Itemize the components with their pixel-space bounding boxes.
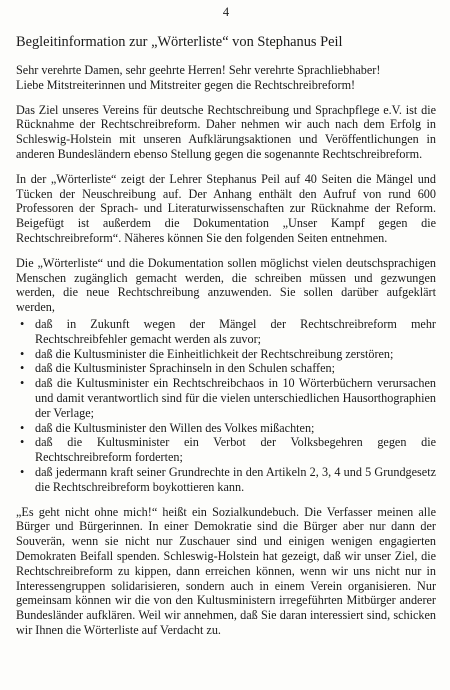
list-item: [16, 361, 436, 376]
list-item: [16, 376, 436, 420]
list-item: [16, 435, 436, 465]
greeting-line-2: Liebe Mitstreiterinnen und Mitstreiter gegen die Rechtschreibreform!: [16, 77, 356, 92]
list-item-text: daß jedermann kraft seiner Grundrechte in den Artikeln 2, 3, 4 und 5 Grundgesetz die Rechtschreibreform boykottieren kann.: [35, 464, 436, 494]
list-item-text: daß die Kultusminister die Einheitlichkeit der Rechtschreibung zerstören;: [35, 346, 394, 361]
list-item-text: daß die Kultusminister Sprachinseln in den Schulen schaffen;: [35, 361, 335, 376]
paragraph-wordlist-content: In der „Wörterliste“ zeigt der Lehrer Stephanus Peil auf 40 Seiten die Mängel und Tücken der Neuschreibung auf. Der Anhang enthält den Aufruf von rund 600 Professoren der Sprach- und Literaturwissenschaften zur Rücknahme der Reform. Beigefügt ist außerdem die Dokumentation „Unser Kampf gegen die Rechtschreibreform“. Näheres können Sie den folgenden Seiten entnehmen.: [16, 171, 436, 245]
list-item-text: daß die Kultusminister den Willen des Volkes mißachten;: [35, 420, 315, 435]
page-number: 4: [222, 5, 230, 19]
paragraph-association-goal: Das Ziel unseres Vereins für deutsche Rechtschreibung und Sprachpflege e.V. ist die Rücknahme der Rechtschreibreform. Daher nehmen wir auch nach dem Erfolg in Schleswig-Holstein mit unseren Aufklärungsaktionen und Veröffentlichungen in anderen Bundesländern ebenso Stellung gegen die sogenannte Rechtschreibreform.: [16, 102, 436, 161]
bullet-icon: •: [20, 420, 25, 435]
bullet-icon: •: [20, 361, 25, 376]
bullet-icon: •: [20, 464, 25, 479]
paragraph-wordlist-purpose: Die „Wörterliste“ und die Dokumentation sollen möglichst vielen deutschsprachigen Menschen zugänglich gemacht werden, die schreiben müssen und gezwungen werden, die neue Rechtschreibung anzuwenden. Sie sollen darüber aufgeklärt werden,: [16, 255, 436, 315]
list-item-text: daß die Kultusminister ein Verbot der Volksbegehren gegen die Rechtschreibreform forderten;: [35, 435, 436, 465]
list-item: [16, 347, 436, 362]
list-item: [16, 317, 436, 347]
list-item-text: daß in Zukunft wegen der Mängel der Rechtschreibreform mehr Rechtschreibfehler gemacht werden als zuvor;: [35, 316, 436, 346]
greeting-line-1: Sehr verehrte Damen, sehr geehrte Herren! Sehr verehrte Sprachliebhaber!: [16, 63, 381, 77]
bullet-icon: •: [20, 376, 25, 391]
bullet-icon: •: [20, 346, 25, 361]
document-title: Begleitinformation zur „Wörterliste“ von Stephanus Peil: [16, 34, 343, 50]
list-item: [16, 465, 436, 495]
greeting-block: [16, 63, 436, 93]
bullet-icon: •: [20, 435, 25, 450]
bullet-icon: •: [20, 316, 25, 331]
list-item: [16, 421, 436, 436]
bullet-list: [16, 317, 436, 495]
paragraph-democracy: „Es geht nicht ohne mich!“ heißt ein Sozialkundebuch. Die Verfasser meinen alle Bürger und Bürgerinnen. In einer Demokratie sind die Bürger aber nur dann der Souverän, wenn sie nicht nur Zuschauer sind und einigen wenigen engagierten Demokraten Beifall spenden. Schleswig-Holstein hat gezeigt, daß wir unser Ziel, die Rechtschreibreform zu kippen, dann erreichen können, wenn wir uns nicht nur in Interessengruppen solidarisieren, sondern auch in einem Verein organisieren. Nur gemeinsam können wir die von den Kultusministern irregeführten Mitbürger anderer Bundesländer aufklären. Weil wir annehmen, daß Sie daran interessiert sind, schicken wir Ihnen die Wörterliste auf Verdacht zu.: [16, 504, 436, 637]
list-item-text: daß die Kultusminister ein Rechtschreibchaos in 10 Wörterbüchern verursachen und damit verantwortlich sind für die vielen unterschiedlichen Hausorthographien der Verlage;: [35, 376, 436, 420]
